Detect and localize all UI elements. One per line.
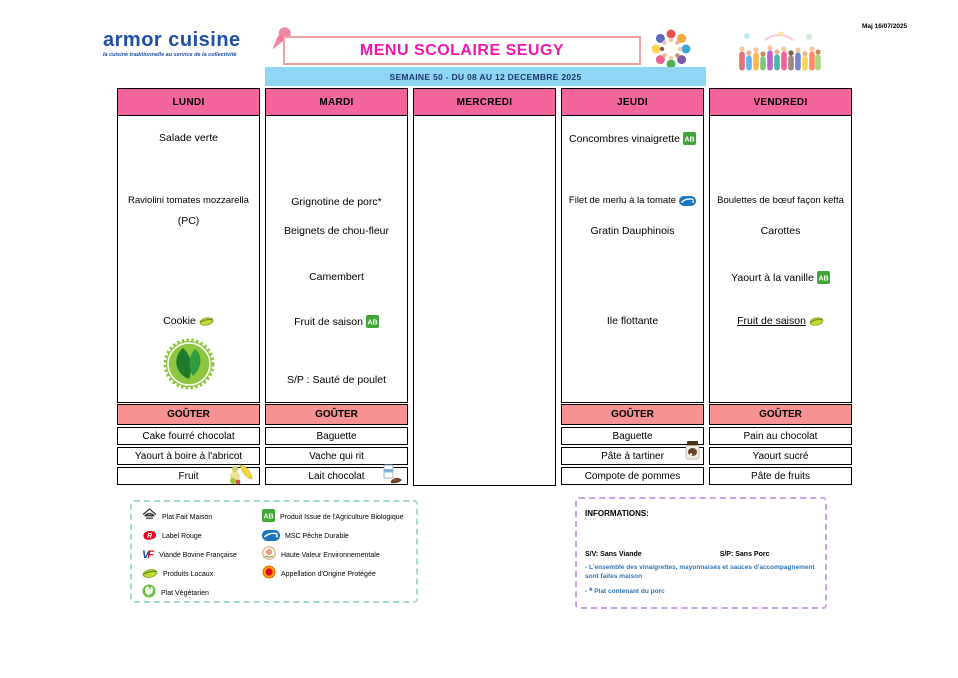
legend-item: [262, 546, 414, 565]
day-header-lundi: [117, 88, 260, 116]
menu-item: [266, 196, 407, 208]
menu-item: [118, 196, 259, 207]
svg-text:AB: AB: [367, 319, 378, 327]
svg-text:AB: AB: [684, 136, 695, 144]
day-column-jeudi: [561, 88, 704, 486]
legend-label: Haute Valeur Environnementale: [281, 552, 380, 559]
menu-item-text: S/P : Sauté de poulet: [286, 374, 387, 386]
legend-right-column: [262, 508, 414, 584]
menu-item-text: Ile flottante: [606, 315, 659, 327]
vegetarian-badge-icon: [161, 336, 217, 397]
gouter-item-text: Pain au chocolat: [743, 430, 818, 442]
menu-item: [266, 315, 407, 331]
msc-fish-icon: [679, 196, 696, 210]
gouter-row: [265, 427, 408, 445]
milk-chocolate-icon: [378, 461, 404, 488]
menu-item: [266, 374, 407, 386]
vf-f: F: [147, 549, 155, 561]
menu-item-text: Gratin Dauphinois: [590, 225, 675, 237]
week-banner-text: SEMAINE 50 - DU 08 AU 12 DECEMBRE 2025: [389, 71, 582, 82]
gouter-item-text: Baguette: [316, 430, 357, 442]
day-header-vendredi: [709, 88, 852, 116]
svg-text:AB: AB: [263, 513, 274, 520]
gouter-header: [265, 404, 408, 425]
day-columns: [117, 88, 852, 486]
gouter-item-text: Pâte de fruits: [751, 470, 810, 482]
gouter-item-text: Compote de pommes: [584, 470, 681, 482]
day-header-mardi: [265, 88, 408, 116]
day-column-lundi: [117, 88, 260, 486]
sans-viande-abbr: S/V: Sans Viande: [585, 551, 642, 558]
informations-body: [585, 551, 817, 597]
menu-item: [118, 215, 259, 227]
logo-name: armor cuisine: [103, 29, 241, 51]
gouter-item-text: Yaourt sucré: [752, 450, 809, 462]
vf-v: V: [142, 549, 150, 561]
day-menu-lundi: [117, 116, 260, 403]
menu-item-text: Filet de merlu à la tomate: [568, 195, 677, 206]
gouter-row: [561, 467, 704, 485]
bio-ab-icon: [366, 315, 379, 331]
day-name: MERCREDI: [456, 96, 513, 108]
menu-item-text: Fruit de saison: [737, 315, 806, 327]
menu-item-text: Salade verte: [159, 132, 218, 144]
gouter-header: [709, 404, 852, 425]
plat-vegetarien-icon: [142, 584, 156, 603]
legend-item: [142, 584, 260, 603]
gouter-item-text: Cake fourré chocolat: [142, 430, 235, 442]
menu-item-text: Boulettes de bœuf façon kefta: [717, 195, 844, 206]
informations-title: INFORMATIONS:: [585, 509, 649, 518]
gouter-header: [117, 404, 260, 425]
abbreviations-line: [585, 551, 817, 558]
legend-item: [262, 565, 414, 584]
menu-item: [562, 315, 703, 327]
produits-locaux-icon: [142, 566, 158, 584]
note-text: Plat contenant du porc: [592, 587, 665, 595]
aop-icon: [262, 565, 276, 584]
armor-cuisine-logo: [103, 30, 273, 58]
menu-title-box: [283, 36, 641, 65]
gouter-item-text: Baguette: [612, 430, 653, 442]
day-column-mardi: [265, 88, 408, 486]
gouter-row: [561, 427, 704, 445]
legend-label: Produit Issue de l'Agriculture Biologique: [280, 514, 404, 521]
legend-label: Label Rouge: [162, 533, 202, 540]
bio-ab-icon: [817, 271, 830, 287]
legend-box: [130, 500, 418, 603]
menu-item: [710, 271, 851, 287]
msc-fish-icon: [262, 528, 280, 546]
legend-item: [142, 527, 260, 546]
legend-item: [142, 546, 260, 565]
updated-date: Maj 16/07/2025: [862, 23, 908, 30]
legend-item: [142, 508, 260, 527]
menu-title: MENU SCOLAIRE SEUGY: [359, 41, 565, 59]
week-banner: [265, 67, 706, 86]
label-rouge-icon: [142, 528, 157, 546]
menu-item: [562, 132, 703, 148]
gouter-header: [561, 404, 704, 425]
gouter-row: [117, 427, 260, 445]
day-menu-mardi: [265, 116, 408, 403]
menu-item-text: Cookie: [163, 315, 196, 327]
day-name: LUNDI: [172, 96, 205, 108]
legend-item: [262, 527, 414, 546]
legend-label: Plat Fait Maison: [162, 514, 213, 521]
fait-maison-icon: [142, 508, 157, 527]
gouter-label: GOÛTER: [611, 409, 654, 420]
gouter-item-text: Pâte à tartiner: [601, 450, 664, 462]
menu-item-text: Camembert: [309, 271, 364, 283]
gouter-label: GOÛTER: [759, 409, 802, 420]
gouter-item-text: Fruit: [178, 470, 199, 482]
day-column-vendredi: [709, 88, 852, 486]
children-crowd-illustration: [737, 28, 821, 77]
informations-box: [575, 497, 827, 609]
gouter-row: [561, 447, 704, 465]
menu-item: [118, 315, 259, 330]
menu-item: [562, 225, 703, 237]
svg-text:R: R: [146, 532, 153, 540]
hve-icon: [262, 546, 276, 565]
gouter-row: [265, 467, 408, 485]
fruit-icon: [226, 461, 256, 490]
spread-jar-icon: [685, 441, 700, 463]
legend-label: Produits Locaux: [163, 571, 214, 578]
legend-label: MSC Pêche Durable: [285, 533, 349, 540]
legend-label: Viande Bovine Française: [159, 552, 237, 559]
note-star: *: [588, 585, 593, 596]
day-column-mercredi: [413, 88, 556, 486]
menu-item-text: Concombres vinaigrette: [569, 133, 680, 145]
gouter-label: GOÛTER: [315, 409, 358, 420]
gouter-row: [709, 427, 852, 445]
menu-item: [266, 271, 407, 283]
menu-item-text: Carottes: [760, 225, 801, 237]
menu-item-text: Fruit de saison: [294, 316, 363, 328]
gouter-label: GOÛTER: [167, 409, 210, 420]
day-name: VENDREDI: [753, 96, 808, 108]
legend-left-column: [142, 508, 260, 603]
day-menu-vendredi: [709, 116, 852, 403]
sans-porc-abbr: S/P: Sans Porc: [719, 551, 770, 558]
menu-item-text: Grignotine de porc*: [291, 196, 382, 208]
produits-locaux-icon: [809, 316, 824, 330]
day-header-mercredi: [413, 88, 556, 116]
day-name: MARDI: [319, 96, 354, 108]
day-menu-mercredi-empty: [413, 116, 556, 486]
menu-item: [118, 132, 259, 144]
bio-ab-icon: [683, 132, 696, 148]
day-menu-jeudi: [561, 116, 704, 403]
gouter-item-text: Yaourt à boire à l'abricot: [134, 450, 243, 462]
menu-item-text: Raviolini tomates mozzarella: [128, 195, 249, 206]
menu-item: [266, 225, 407, 237]
legend-label: Plat Végétarien: [161, 590, 209, 597]
menu-item-text: Yaourt à la vanille: [731, 272, 814, 284]
note-prefix: -: [585, 587, 589, 595]
menu-item-text: Beignets de chou-fleur: [283, 225, 390, 237]
legend-item: [142, 565, 260, 584]
legend-label: Appellation d'Origine Protégée: [281, 571, 376, 578]
bio-ab-icon: [262, 509, 275, 527]
produits-locaux-icon: [199, 316, 214, 330]
day-name: JEUDI: [617, 96, 648, 108]
menu-item: [710, 196, 851, 207]
gouter-item-text: Lait chocolat: [308, 470, 365, 482]
svg-text:AB: AB: [818, 275, 829, 283]
viande-bovine-francaise-icon: [142, 550, 154, 561]
logo-tagline: la cuisine traditionnelle au service de la collectivité: [103, 52, 237, 58]
legend-item: [262, 508, 414, 527]
menu-item: [710, 315, 851, 330]
gouter-item-text: Vache qui rit: [309, 450, 364, 462]
menu-item: [562, 196, 703, 210]
gouter-row: [117, 467, 260, 485]
gouter-row: [709, 467, 852, 485]
gouter-row: [709, 447, 852, 465]
menu-item: [710, 225, 851, 237]
note-porc: [585, 585, 817, 597]
menu-item-text: (PC): [177, 215, 200, 227]
note-sauces: - L'ensemble des vinaigrettes, mayonnaises et sauces d'accompagnement sont faites maison: [585, 564, 815, 580]
day-header-jeudi: [561, 88, 704, 116]
